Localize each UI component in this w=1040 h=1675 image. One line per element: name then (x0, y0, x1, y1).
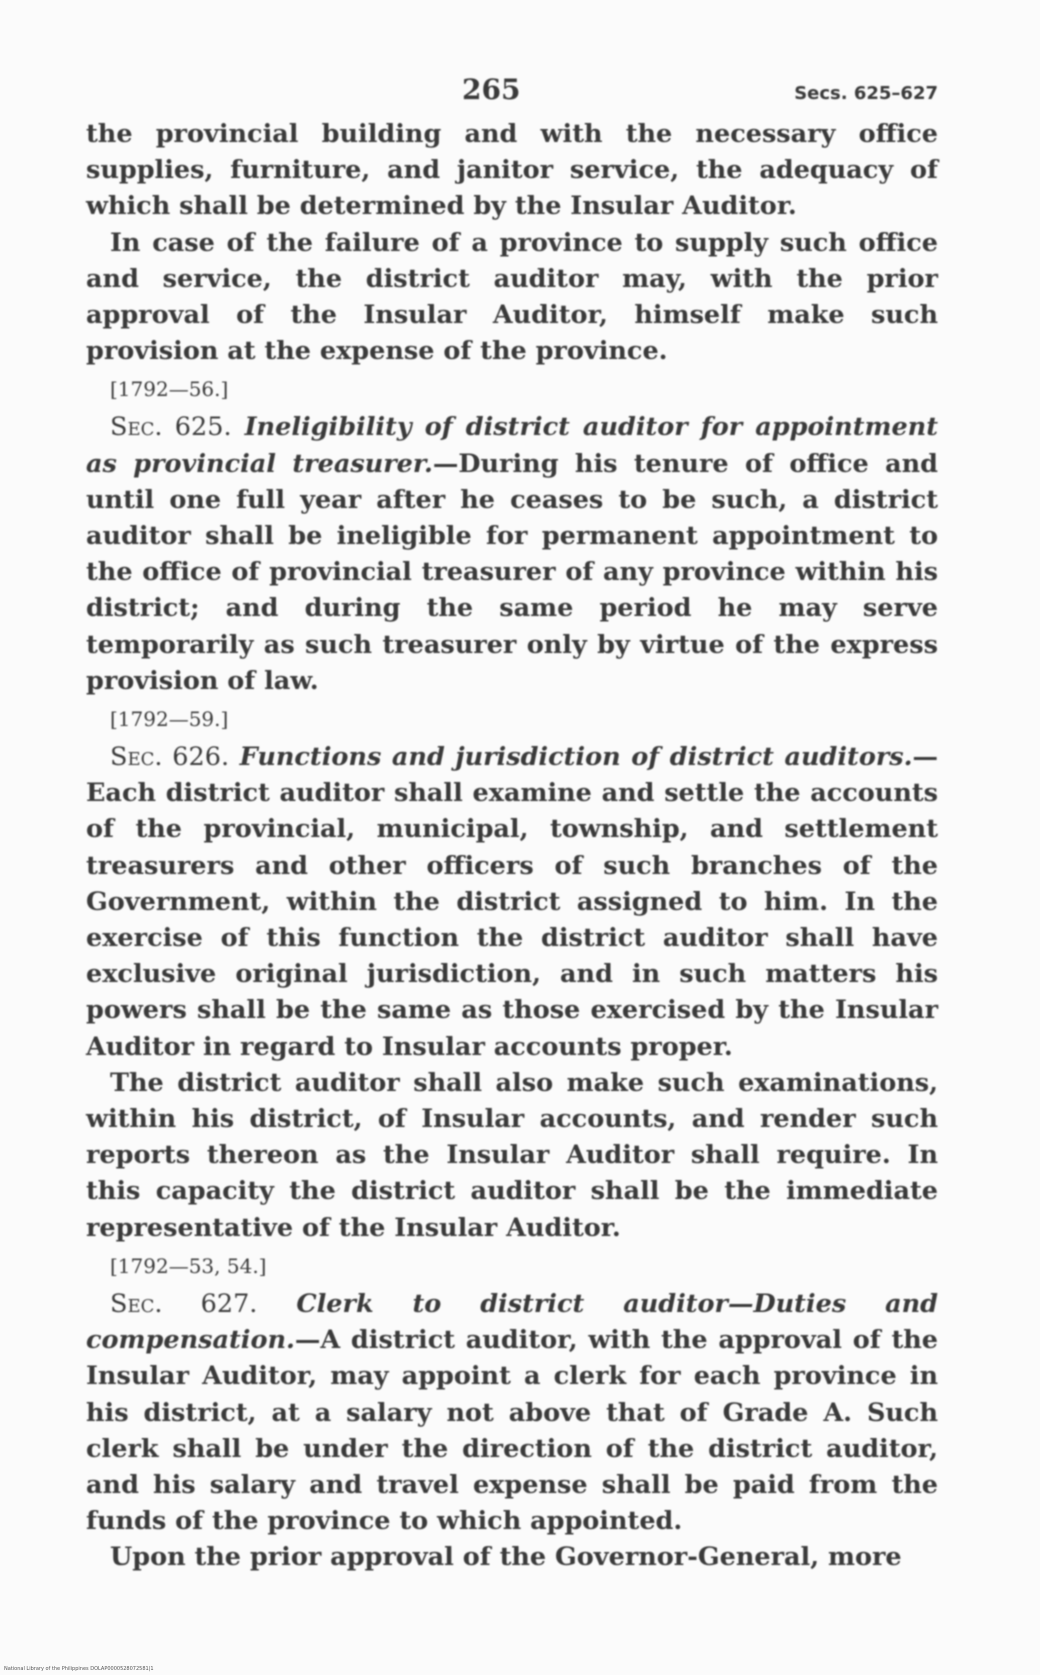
section-625-label: Sec. 625. (110, 412, 232, 443)
paragraph-continued: the provincial building and with the necessary office supplies, furniture, and janitor service, the adequacy of which shall be determined by the Insular Auditor. (86, 119, 938, 222)
paragraph-district-auditor-examinations: The district auditor shall also make such examinations, within his district, of Insular accounts, and render such reports thereon as the Insular Auditor shall require. In this capacity the district auditor shall be the immediate representative of the Insular Auditor. (86, 1067, 938, 1243)
section-range: Secs. 625–627 (794, 83, 938, 104)
paragraph-failure-of-province: In case of the failure of a province to supply such office and service, the district auditor may, with the prior approval of the Insular Auditor, himself make such provision at the expense of the province. (86, 227, 938, 367)
section-626-label: Sec. 626. (110, 742, 230, 773)
section-625-text: —During his tenure of office and until one full year after he ceases to be such, a district auditor shall be ineligible for permanent appointment to the office of provincial treasurer of any province within his district; and during the same period he may serve temporarily as such treasurer only by virtue of the express provision of law. (86, 448, 938, 696)
section-627-text: —A district auditor, with the approval of the Insular Auditor, may appoint a clerk for each province in his district, at a salary not above that of Grade A. Such clerk shall be under the direction of the district auditor, and his salary and travel expense shall be paid from the funds of the province to which appointed. (86, 1325, 938, 1537)
section-625-title: Ineligibility of district auditor for appointment as provincial treasurer. (86, 412, 938, 479)
section-627-label: Sec. 627. (110, 1288, 258, 1319)
citation-1792-59: [1792—59.] (110, 707, 229, 732)
page-number: 265 (462, 73, 521, 106)
citation-1792-56: [1792—56.] (110, 377, 229, 402)
section-627 (86, 1286, 938, 1539)
section-626 (86, 739, 938, 1065)
paragraph-governor-general-approval: Upon the prior approval of the Governor-General, more (110, 1542, 902, 1573)
section-627-title: Clerk to district auditor—Duties and compensation. (86, 1288, 938, 1356)
document-page (86, 72, 938, 1576)
section-626-text: —Each district auditor shall examine and settle the accounts of the provincial, municipal, township, and settlement treasurers and other officers of such branches of the Government, within the district assigned to him. In the exercise of this function the district auditor shall have exclusive original jurisdiction, and in such matters his powers shall be the same as those exercised by the Insular Auditor in regard to Insular accounts proper. (86, 742, 938, 1062)
section-626-title: Functions and jurisdiction of district auditors. (239, 742, 913, 773)
citation-1792-53-54: [1792—53, 54.] (110, 1253, 267, 1278)
scan-footer-stamp: National Library of the Philippines DOLAP0000528072581|1 (4, 1666, 154, 1672)
running-header (86, 72, 938, 116)
section-625 (86, 409, 938, 699)
